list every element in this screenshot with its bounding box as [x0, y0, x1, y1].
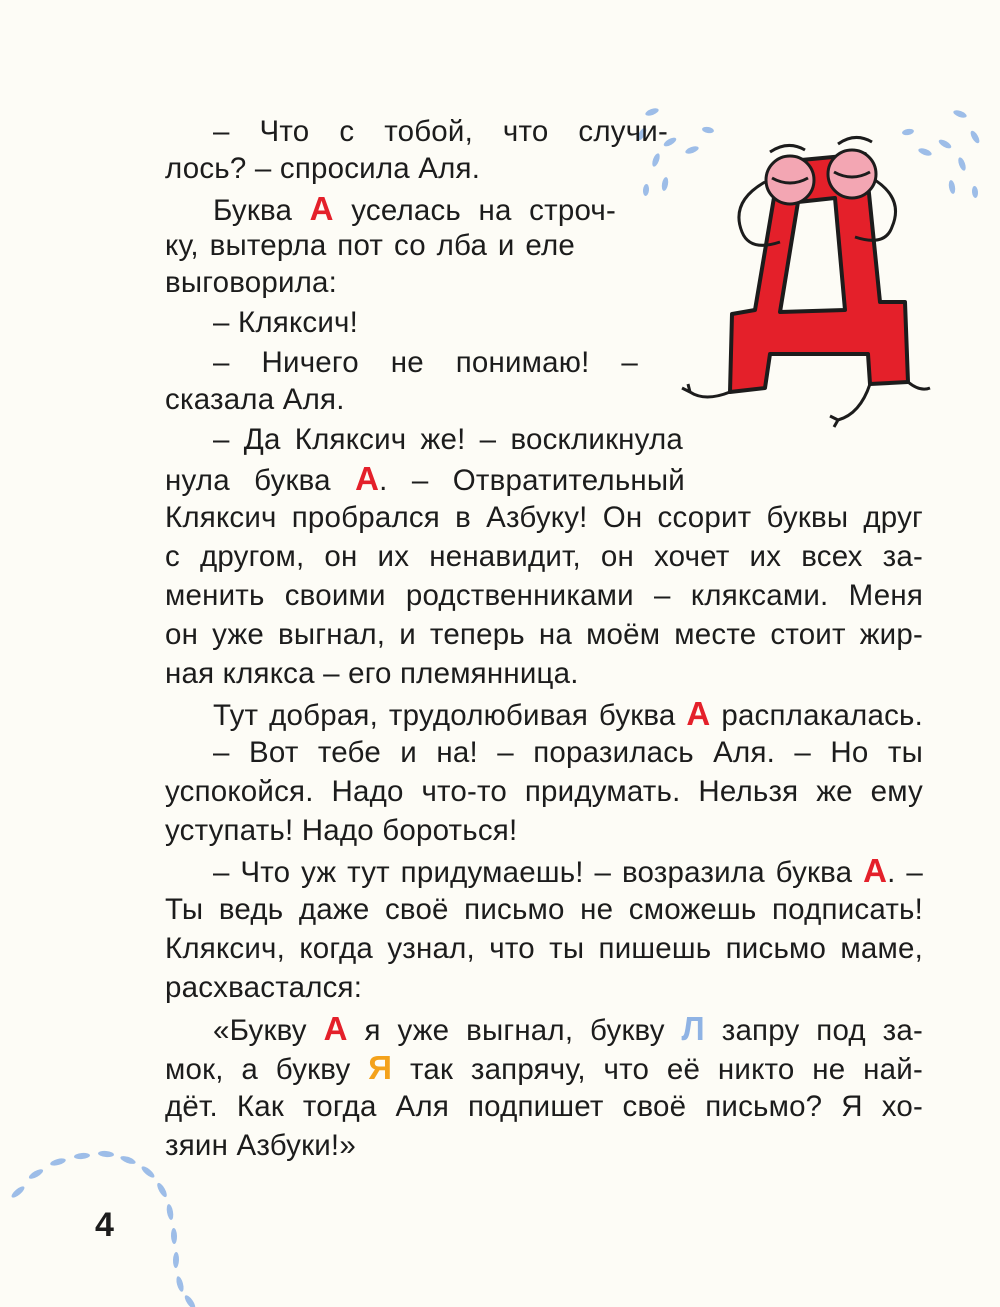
text-run: «Букву: [213, 1014, 324, 1047]
text-run: мок, а букву: [165, 1053, 369, 1086]
text-run: расплакалась.: [710, 699, 923, 732]
text-run: Буква: [213, 194, 310, 227]
text-run: . – Отвратительный: [379, 464, 685, 497]
highlight-letter-a: А: [355, 460, 380, 497]
text-line-11: Кляксич пробрался в Азбуку! Он ссорит буквы друг: [165, 501, 923, 534]
text-run: запру под за-: [704, 1014, 923, 1047]
text-line-2: лось? – спросила Аля.: [165, 152, 481, 185]
text-run: Тут добрая, трудолюбивая буква: [213, 699, 687, 732]
text-line-14: он уже выгнал, и теперь на моём месте стоит жир-: [165, 618, 923, 651]
text-line-15: ная клякса – его племянница.: [165, 657, 579, 690]
text-line-18: успокойся. Надо что-то придумать. Нельзя же ему: [165, 775, 923, 808]
text-run: так запрячу, что её никто не най-: [392, 1053, 923, 1086]
text-run: я уже выгнал, букву: [347, 1014, 682, 1047]
highlight-letter-l: Л: [681, 1010, 705, 1047]
text-line-19: уступать! Надо бороться!: [165, 814, 518, 847]
text-line-20: [165, 852, 923, 889]
text-run: . –: [887, 856, 923, 889]
text-run: нула буква: [165, 464, 356, 497]
text-line-17: – Вот тебе и на! – поразилась Аля. – Но ты: [213, 736, 923, 769]
text-line-5: выговорила:: [165, 266, 338, 299]
text-line-1: – Что с тобой, что случи-: [213, 115, 668, 148]
page-number: 4: [95, 1206, 114, 1244]
text-line-26: дёт. Как тогда Аля подпишет своё письмо? Я хо-: [165, 1090, 923, 1123]
text-line-8: сказала Аля.: [165, 383, 345, 416]
text-line-10: [165, 460, 685, 497]
highlight-letter-ya: Я: [368, 1049, 393, 1086]
highlight-letter-a: А: [323, 1010, 348, 1047]
highlight-letter-a: А: [686, 695, 711, 732]
text-line-9: – Да Кляксич же! – воскликнула: [213, 423, 683, 456]
text-run: – Что уж тут придумаешь! – возразила буква: [213, 856, 864, 889]
text-line-23: расхвастался:: [165, 971, 363, 1004]
text-run: уселась на строч-: [333, 194, 617, 227]
text-line-22: Кляксич, когда узнал, что ты пишешь письмо маме,: [165, 932, 923, 965]
text-line-13: менить своими родственниками – кляксами. Меня: [165, 579, 923, 612]
text-line-12: с другом, он их ненавидит, он хочет их всех за-: [165, 540, 923, 573]
text-line-4: ку, вытерла пот со лба и еле: [165, 229, 575, 262]
text-line-7: – Ничего не понимаю! –: [213, 346, 638, 379]
text-line-27: зяин Азбуки!»: [165, 1129, 356, 1162]
text-line-24: [165, 1010, 923, 1047]
text-line-3: [165, 190, 616, 227]
dotted-swirl-icon: [0, 1130, 230, 1307]
text-line-21: Ты ведь даже своё письмо не сможешь подписать!: [165, 893, 923, 926]
highlight-letter-a: А: [309, 190, 334, 227]
text-line-6: – Кляксич!: [213, 306, 359, 339]
highlight-letter-a: А: [863, 852, 888, 889]
crying-letter-d-icon: [630, 92, 990, 457]
text-line-25: [165, 1049, 923, 1086]
text-line-16: [165, 695, 923, 732]
